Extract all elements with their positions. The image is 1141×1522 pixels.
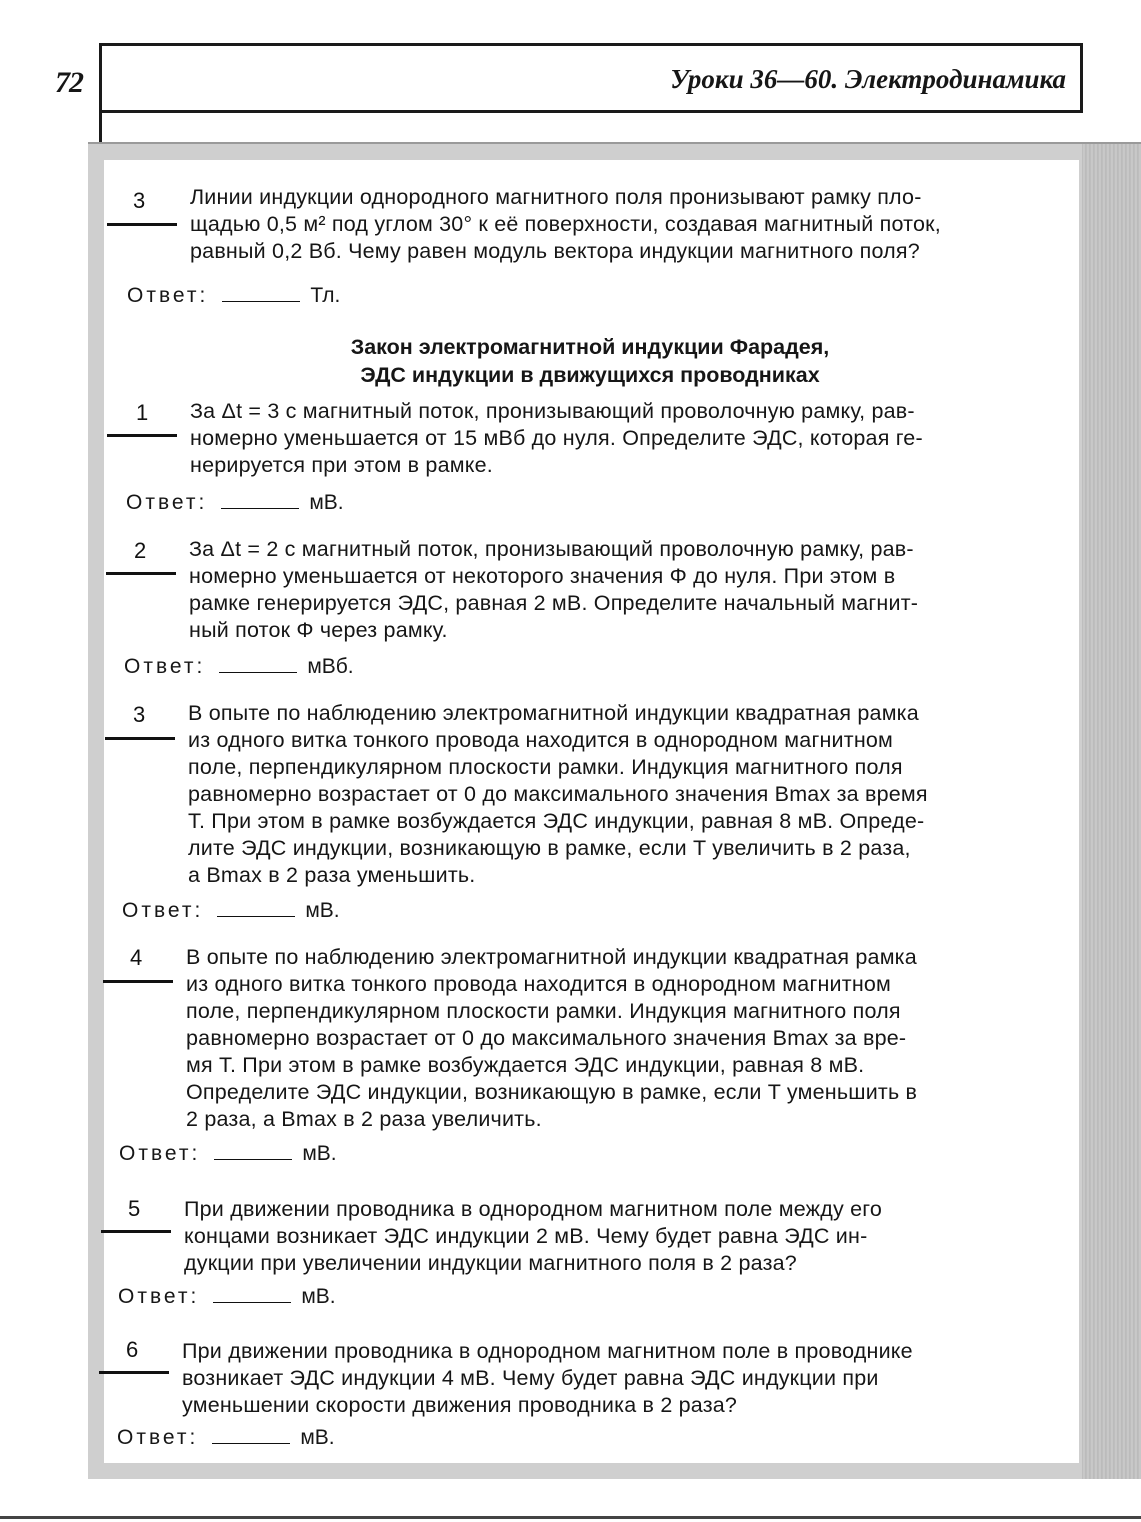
answer-row — [122, 898, 340, 923]
task-marker-line — [106, 572, 176, 575]
section-title-line: Закон электромагнитной индукции Фарадея, — [350, 335, 830, 359]
task-line-text: номерно уменьшается от 15 мВб до нуля. Определите ЭДС, которая ге- — [190, 426, 923, 450]
task-line-text: Линии индукции однородного магнитного поля пронизывают рамку пло- — [190, 185, 922, 209]
task-line-text: За Δt = 3 с магнитный поток, пронизывающий проволочную рамку, рав- — [190, 399, 915, 423]
task-line-text: В опыте по наблюдению электромагнитной индукции квадратная рамка — [188, 701, 919, 725]
answer-row — [118, 1284, 336, 1309]
task-marker-line — [107, 223, 177, 226]
answer-unit: мВ. — [309, 491, 344, 514]
task-line-text: ный поток Φ через рамку. — [189, 618, 448, 642]
section-title-line: ЭДС индукции в движущихся проводниках — [360, 363, 820, 387]
task-line-text: T. При этом в рамке возбуждается ЭДС индукции, равная 8 мВ. Опреде- — [188, 809, 925, 833]
task-marker-line — [101, 1230, 171, 1233]
task-line-text: мя T. При этом в рамке возбуждается ЭДС индукции, равная 8 мВ. — [186, 1053, 865, 1077]
task-line-text: дукции при увеличении индукции магнитного поля в 2 раза? — [184, 1251, 797, 1275]
bottom-rule — [0, 1516, 1141, 1519]
task-text — [189, 536, 1056, 644]
page-header — [99, 43, 1083, 113]
answer-unit: мВб. — [307, 655, 354, 678]
answer-label: Ответ: — [117, 1426, 199, 1449]
answer-blank[interactable] — [219, 654, 297, 673]
task-line-text: равный 0,2 Вб. Чему равен модуль вектора индукции магнитного поля? — [190, 239, 920, 263]
answer-row — [127, 283, 340, 308]
answer-unit: мВ. — [302, 1142, 337, 1165]
answer-blank[interactable] — [214, 1141, 292, 1160]
task-number: 4 — [130, 945, 143, 970]
answer-unit: мВ. — [305, 899, 340, 922]
task-text — [184, 1196, 1056, 1277]
answer-blank[interactable] — [213, 1284, 291, 1303]
answer-row — [124, 654, 354, 679]
task-line-text: В опыте по наблюдению электромагнитной индукции квадратная рамка — [186, 945, 917, 969]
task-line-text: номерно уменьшается от некоторого значения Φ до нуля. При этом в — [189, 564, 896, 588]
task-text — [186, 944, 1056, 1133]
task-marker-line — [105, 737, 175, 740]
task-text — [188, 700, 1056, 889]
task-number: 3 — [133, 702, 146, 727]
task-line-text: При движении проводника в однородном магнитном поле в проводнике — [182, 1339, 913, 1363]
task-marker-line — [99, 1371, 169, 1374]
task-line-text: Определите ЭДС индукции, возникающую в рамке, если T уменьшить в — [186, 1080, 918, 1104]
answer-label: Ответ: — [119, 1142, 201, 1165]
header-title: Уроки 36—60. Электродинамика — [670, 64, 1066, 94]
answer-blank[interactable] — [222, 283, 300, 302]
section-title — [180, 333, 1000, 389]
task-line-text: лите ЭДС индукции, возникающую в рамке, если T увеличить в 2 раза, — [188, 836, 911, 860]
task-line-text: поле, перпендикулярном плоскости рамки. Индукция магнитного поля — [188, 755, 903, 779]
task-text — [190, 398, 1056, 479]
answer-label: Ответ: — [126, 491, 208, 514]
task-line-text: из одного витка тонкого провода находится в однородном магнитном — [188, 728, 894, 752]
task-line-text: 2 раза, а Bmax в 2 раза увеличить. — [186, 1107, 542, 1131]
task-line-text: За Δt = 2 с магнитный поток, пронизывающий проволочную рамку, рав- — [189, 537, 914, 561]
task-number: 1 — [136, 400, 149, 425]
task-line-text: рамке генерируется ЭДС, равная 2 мВ. Определите начальный магнит- — [189, 591, 919, 615]
answer-unit: мВ. — [301, 1285, 336, 1308]
answer-row — [117, 1425, 335, 1450]
task-number: 2 — [134, 538, 147, 563]
task-marker-line — [103, 980, 173, 983]
answer-label: Ответ: — [127, 284, 209, 307]
task-text — [190, 184, 1058, 265]
task-number: 3 — [133, 188, 146, 213]
page-number: 72 — [55, 66, 83, 99]
task-line-text: а Bmax в 2 раза уменьшить. — [188, 863, 476, 887]
answer-blank[interactable] — [221, 490, 299, 509]
task-line-text: равномерно возрастает от 0 до максимального значения Bmax за время — [188, 782, 928, 806]
task-number: 5 — [128, 1196, 141, 1221]
answer-row — [126, 490, 344, 515]
answer-unit: Тл. — [310, 284, 341, 307]
task-line-text: возникает ЭДС индукции 4 мВ. Чему будет равна ЭДС индукции при — [182, 1366, 879, 1390]
answer-blank[interactable] — [217, 898, 295, 917]
answer-unit: мВ. — [300, 1426, 335, 1449]
answer-row — [119, 1141, 337, 1166]
task-text — [182, 1338, 1055, 1419]
task-line-text: поле, перпендикулярном плоскости рамки. Индукция магнитного поля — [186, 999, 901, 1023]
answer-label: Ответ: — [118, 1285, 200, 1308]
task-marker-line — [107, 434, 177, 437]
task-line-text: При движении проводника в однородном магнитном поле между его — [184, 1197, 882, 1221]
answer-label: Ответ: — [122, 899, 204, 922]
task-line-text: щадью 0,5 м² под углом 30° к её поверхности, создавая магнитный поток, — [190, 212, 941, 236]
answer-blank[interactable] — [212, 1425, 290, 1444]
task-line-text: равномерно возрастает от 0 до максимального значения Bmax за вре- — [186, 1026, 907, 1050]
task-line-text: из одного витка тонкого провода находится в однородном магнитном — [186, 972, 892, 996]
task-line-text: нерируется при этом в рамке. — [190, 453, 493, 477]
task-line-text: концами возникает ЭДС индукции 2 мВ. Чему будет равна ЭДС ин- — [184, 1224, 868, 1248]
task-number: 6 — [126, 1337, 139, 1362]
answer-label: Ответ: — [124, 655, 206, 678]
task-line-text: уменьшении скорости движения проводника в 2 раза? — [182, 1393, 738, 1417]
